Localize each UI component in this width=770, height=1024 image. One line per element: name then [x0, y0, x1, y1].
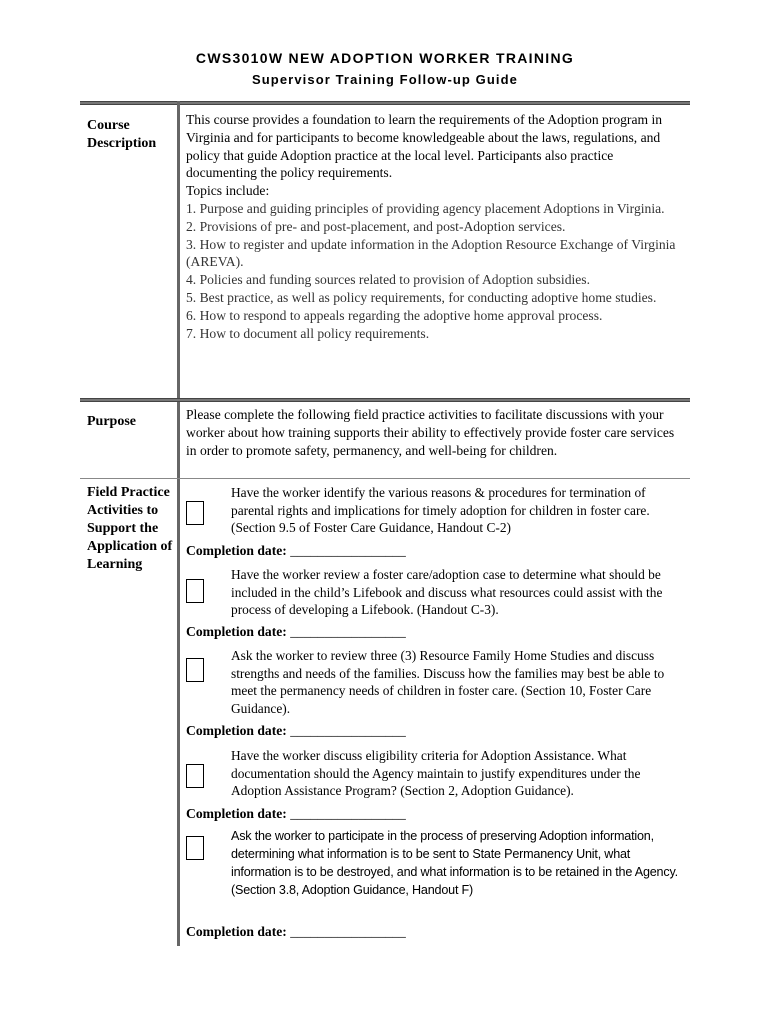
- topic-item: 6. How to respond to appeals regarding the adoptive home approval process.: [186, 307, 603, 323]
- completion-blank[interactable]: _________________: [290, 723, 406, 738]
- completion-date-5[interactable]: [186, 924, 486, 940]
- completion-label: Completion date:: [186, 543, 287, 558]
- completion-label: Completion date:: [186, 723, 287, 738]
- purpose-label: Purpose: [87, 414, 136, 429]
- completion-date-3[interactable]: [186, 723, 486, 739]
- topics-heading: Topics include:: [186, 183, 270, 199]
- completion-label: Completion date:: [186, 806, 287, 821]
- activity-2-checkbox[interactable]: [186, 579, 204, 603]
- document-subtitle: Supervisor Training Follow-up Guide: [251, 72, 518, 87]
- topic-item: 3. How to register and update information in the Adoption Resource Exchange of Virginia (AREVA).: [186, 236, 676, 270]
- topic-item: 2. Provisions of pre- and post-placement, and post-Adoption services.: [186, 218, 566, 234]
- topic-item: 5. Best practice, as well as policy requirements, for conducting adoptive home studies.: [186, 289, 657, 305]
- row-divider-field-practice: [80, 478, 690, 479]
- activity-4-text: Have the worker discuss eligibility criteria for Adoption Assistance. What documentation should the Agency maintain to justify expenditures under the Adoption Assistance Program? (Section 2, Adoption Guidance).: [231, 748, 641, 799]
- completion-date-1[interactable]: [186, 543, 486, 559]
- course-description-intro: This course provides a foundation to learn the requirements of the Adoption program in Virginia and for participants to become knowledgeable about the laws, regulations, and policy that guide Adoption practice at the local level. Participants also practice documenting the policy requirements.: [186, 112, 663, 181]
- row-divider-purpose: [80, 398, 690, 402]
- purpose-text: Please complete the following field practice activities to facilitate discussions with your worker about how training supports their ability to effectively provide foster care services in order to promote safety, permanency, and well-being for children.: [186, 407, 675, 458]
- completion-label: Completion date:: [186, 624, 287, 639]
- activity-1-text: Have the worker identify the various reasons & procedures for termination of parental rights and implications for timely adoption for children in foster care. (Section 9.5 of Foster Care Guidance, Handout C-2): [231, 485, 650, 536]
- completion-label: Completion date:: [186, 924, 287, 939]
- activity-5-text: Ask the worker to participate in the process of preserving Adoption information, determining what information is to be sent to State Permanency Unit, what information is to be destroyed, and what information is to be retained in the Agency. (Section 3.8, Adoption Guidance, Handout F): [231, 829, 678, 897]
- activity-5-checkbox[interactable]: [186, 836, 204, 860]
- activity-1-checkbox[interactable]: [186, 501, 204, 525]
- completion-blank[interactable]: _________________: [290, 924, 406, 939]
- topic-item: 4. Policies and funding sources related to provision of Adoption subsidies.: [186, 272, 590, 288]
- activity-3-text: Ask the worker to review three (3) Resource Family Home Studies and discuss strengths and needs of the families. Discuss how the families may best be able to meet the permanency needs of children in foster care. (Section 10, Foster Care Guidance).: [231, 648, 665, 716]
- completion-blank[interactable]: _________________: [290, 543, 406, 558]
- document-title: CWS3010W NEW ADOPTION WORKER TRAINING: [195, 50, 575, 66]
- field-practice-label: Field Practice Activities to Support the Application of Learning: [87, 485, 173, 572]
- activity-3-checkbox[interactable]: [186, 658, 204, 682]
- completion-date-2[interactable]: [186, 624, 486, 640]
- course-description-content: [186, 111, 686, 342]
- completion-date-4[interactable]: [186, 806, 486, 822]
- activity-4-checkbox[interactable]: [186, 764, 204, 788]
- topic-item: 7. How to document all policy requirements.: [186, 325, 430, 341]
- topic-item: 1. Purpose and guiding principles of providing agency placement Adoptions in Virginia.: [186, 200, 665, 216]
- table-top-border: [80, 101, 690, 105]
- completion-blank[interactable]: _________________: [290, 806, 406, 821]
- activity-2-text: Have the worker review a foster care/adoption case to determine what should be included in the child’s Lifebook and discuss what resources could assist with the process of developing a Lifebook. (Handout C-3).: [231, 567, 663, 618]
- course-description-label: Course Description: [87, 118, 157, 151]
- completion-blank[interactable]: _________________: [290, 624, 406, 639]
- column-divider: [177, 101, 180, 946]
